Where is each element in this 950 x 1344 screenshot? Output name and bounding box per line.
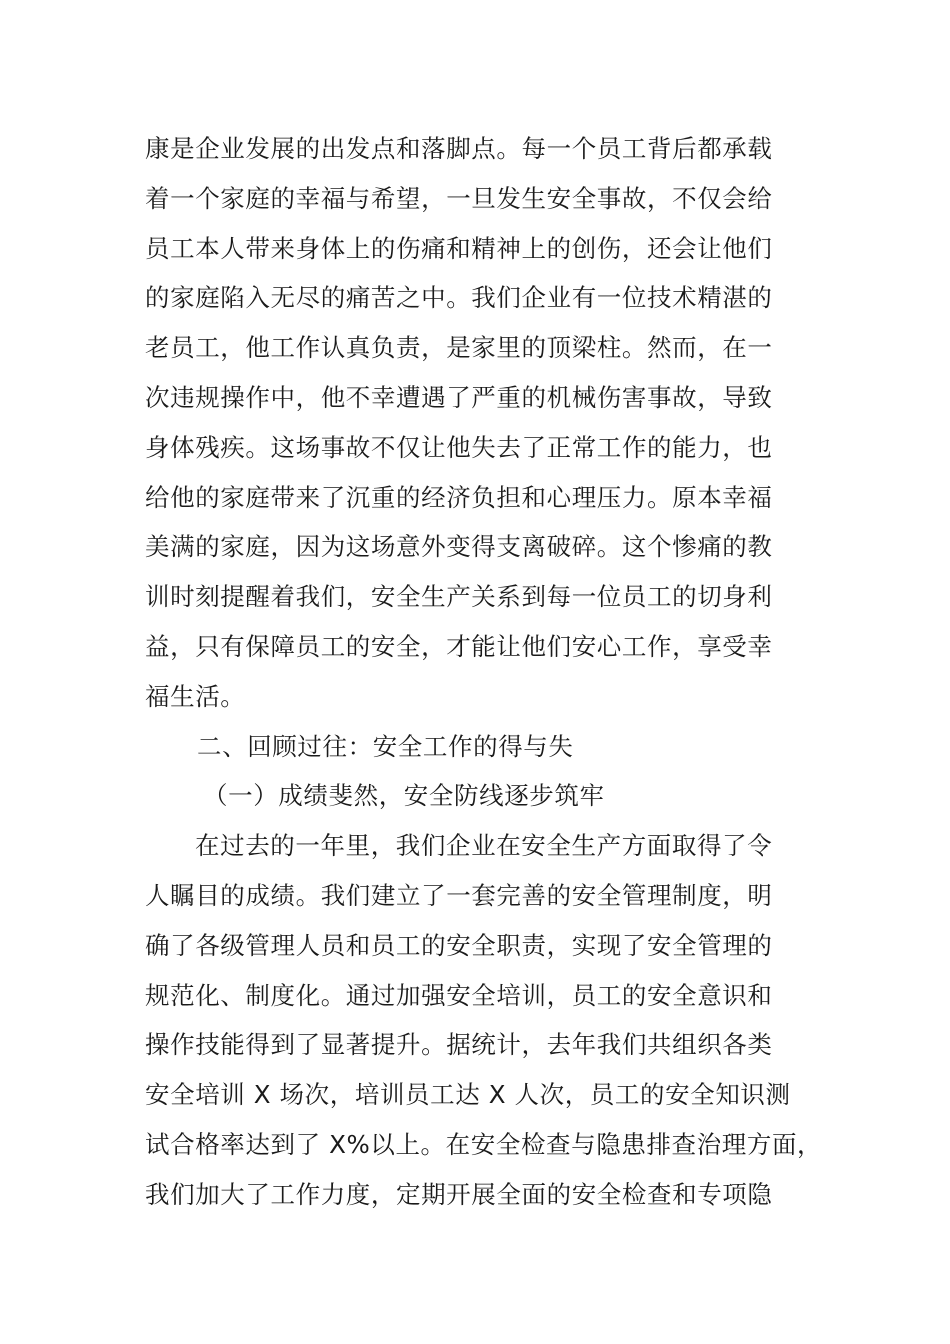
paragraph-line: 训时刻提醒着我们，安全生产关系到每一位员工的切身利 bbox=[145, 582, 773, 612]
paragraph-line: 益，只有保障员工的安全，才能让他们安心工作，享受幸 bbox=[145, 631, 773, 661]
paragraph-line: 康是企业发展的出发点和落脚点。每一个员工背后都承载 bbox=[145, 134, 773, 163]
paragraph-line: 美满的家庭，因为这场意外变得支离破碎。这个惨痛的教 bbox=[145, 532, 773, 562]
paragraph-line: 福生活。 bbox=[145, 681, 246, 711]
paragraph-line: 我们加大了工作力度，定期开展全面的安全检查和专项隐 bbox=[145, 1179, 773, 1209]
paragraph-line: 规范化、制度化。通过加强安全培训，员工的安全意识和 bbox=[145, 980, 773, 1010]
document-body bbox=[145, 124, 823, 1220]
paragraph-line: 着一个家庭的幸福与希望，一旦发生安全事故，不仅会给 bbox=[145, 183, 773, 213]
paragraph-line: 的家庭陷入无尽的痛苦之中。我们企业有一位技术精湛的 bbox=[145, 283, 773, 313]
section-heading: 二、回顾过往：安全工作的得与失 bbox=[197, 731, 574, 761]
paragraph-line: 在过去的一年里，我们企业在安全生产方面取得了令 bbox=[195, 831, 773, 861]
paragraph-line: 老员工，他工作认真负责，是家里的顶梁柱。然而，在一 bbox=[145, 333, 773, 363]
paragraph-line: 员工本人带来身体上的伤痛和精神上的创伤，还会让他们 bbox=[145, 233, 773, 263]
paragraph-line: 试合格率达到了 X%以上。在安全检查与隐患排查治理方面， bbox=[145, 1129, 823, 1159]
paragraph-line: 操作技能得到了显著提升。据统计，去年我们共组织各类 bbox=[145, 1030, 773, 1060]
paragraph-line: 次违规操作中，他不幸遭遇了严重的机械伤害事故，导致 bbox=[145, 382, 773, 412]
paragraph-line: 安全培训 X 场次，培训员工达 X 人次，员工的安全知识测 bbox=[145, 1080, 791, 1110]
paragraph-line: 给他的家庭带来了沉重的经济负担和心理压力。原本幸福 bbox=[145, 482, 773, 512]
paragraph-line: 身体残疾。这场事故不仅让他失去了正常工作的能力，也 bbox=[145, 432, 773, 462]
subsection-heading: （一）成绩斐然，安全防线逐步筑牢 bbox=[203, 781, 605, 811]
paragraph-line: 人瞩目的成绩。我们建立了一套完善的安全管理制度，明 bbox=[145, 880, 773, 910]
paragraph-line: 确了各级管理人员和员工的安全职责，实现了安全管理的 bbox=[145, 930, 773, 960]
